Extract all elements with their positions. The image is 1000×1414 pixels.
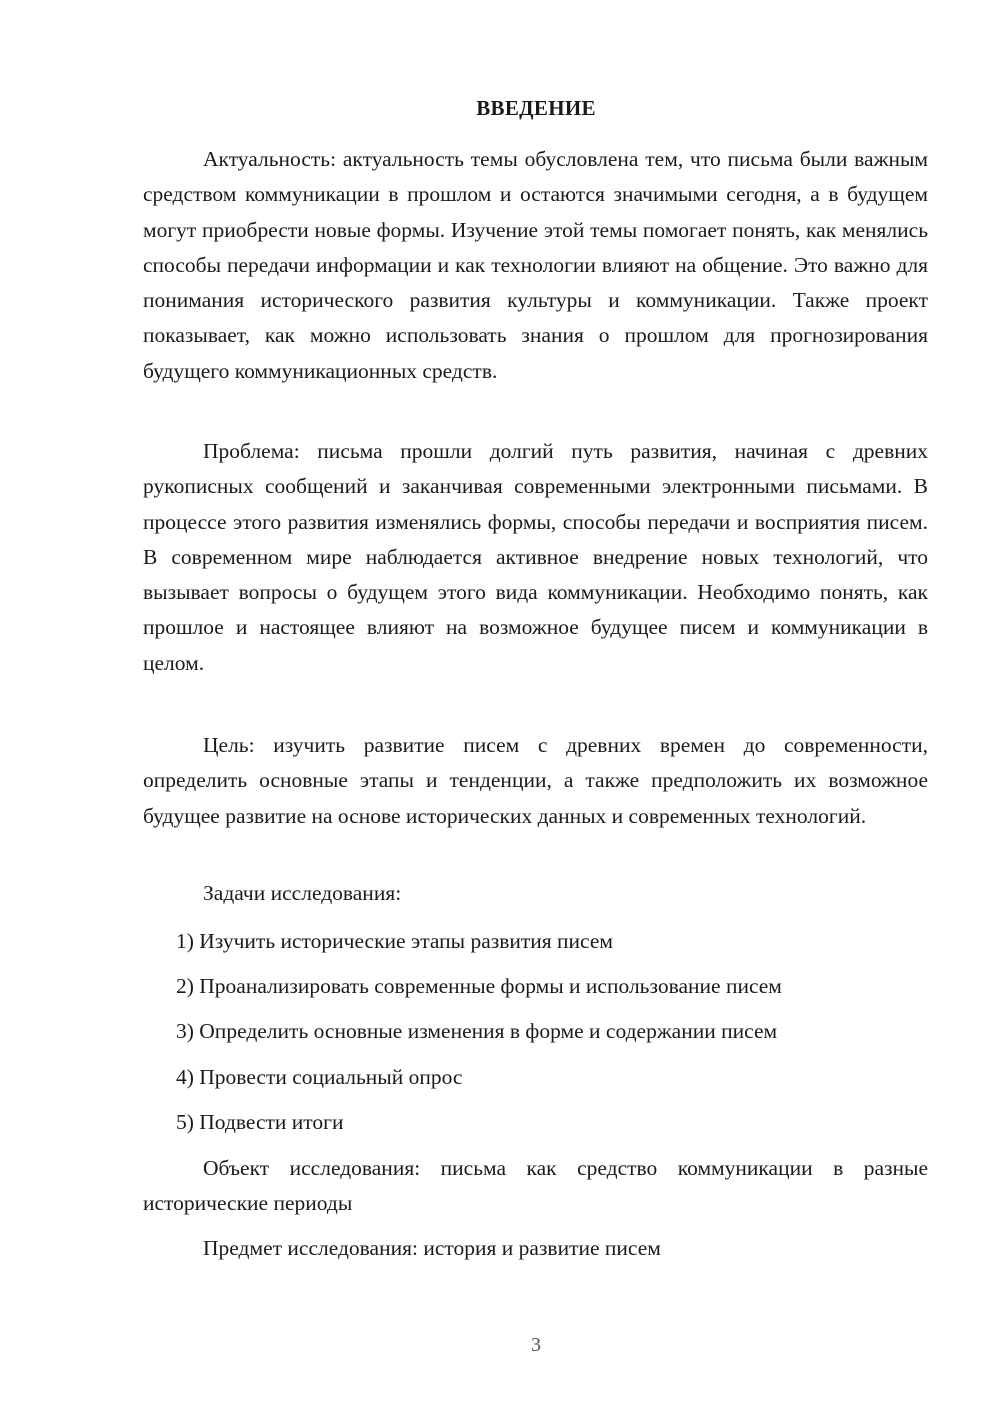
task-item-4: 4) Провести социальный опрос — [176, 1065, 463, 1089]
task-item-3: 3) Определить основные изменения в форме и содержании писем — [176, 1019, 778, 1043]
paragraph-object: Объект исследования: письма как средство коммуникации в разные исторические периоды — [143, 1156, 928, 1216]
tasks-heading: Задачи исследования: — [203, 881, 402, 905]
task-item-1: 1) Изучить исторические этапы развития писем — [176, 929, 614, 953]
paragraph-problem: Проблема: письма прошли долгий путь развития, начиная с древних рукописных сообщений и заканчивая современными электронными письмами. В процессе этого развития изменялись формы, способы передачи и восприятия писем. В современном мире наблюдается активное внедрение новых технологий, что вызывает вопросы о будущем этого вида коммуникации. Необходимо понять, как прошлое и настоящее влияют на возможное будущее писем и коммуникации в целом. — [143, 439, 928, 675]
paragraph-goal: Цель: изучить развитие писем с древних времен до современности, определить основные этапы и тенденции, а также предположить их возможное будущее развитие на основе исторических данных и современных технологий. — [143, 733, 928, 828]
paragraph-relevance: Актуальность: актуальность темы обусловлена тем, что письма были важным средством коммуникации в прошлом и остаются значимыми сегодня, а в будущем могут приобрести новые формы. Изучение этой темы помогает понять, как менялись способы передачи информации и как технологии влияют на общение. Это важно для понимания исторического развития культуры и коммуникации. Также проект показывает, как можно использовать знания о прошлом для прогнозирования будущего коммуникационных средств. — [143, 147, 928, 383]
paragraph-subject: Предмет исследования: история и развитие писем — [203, 1236, 661, 1260]
section-heading: ВВЕДЕНИЕ — [476, 96, 596, 120]
task-item-5: 5) Подвести итоги — [176, 1110, 344, 1134]
page-number: 3 — [531, 1334, 541, 1356]
task-item-2: 2) Проанализировать современные формы и использование писем — [176, 974, 782, 998]
